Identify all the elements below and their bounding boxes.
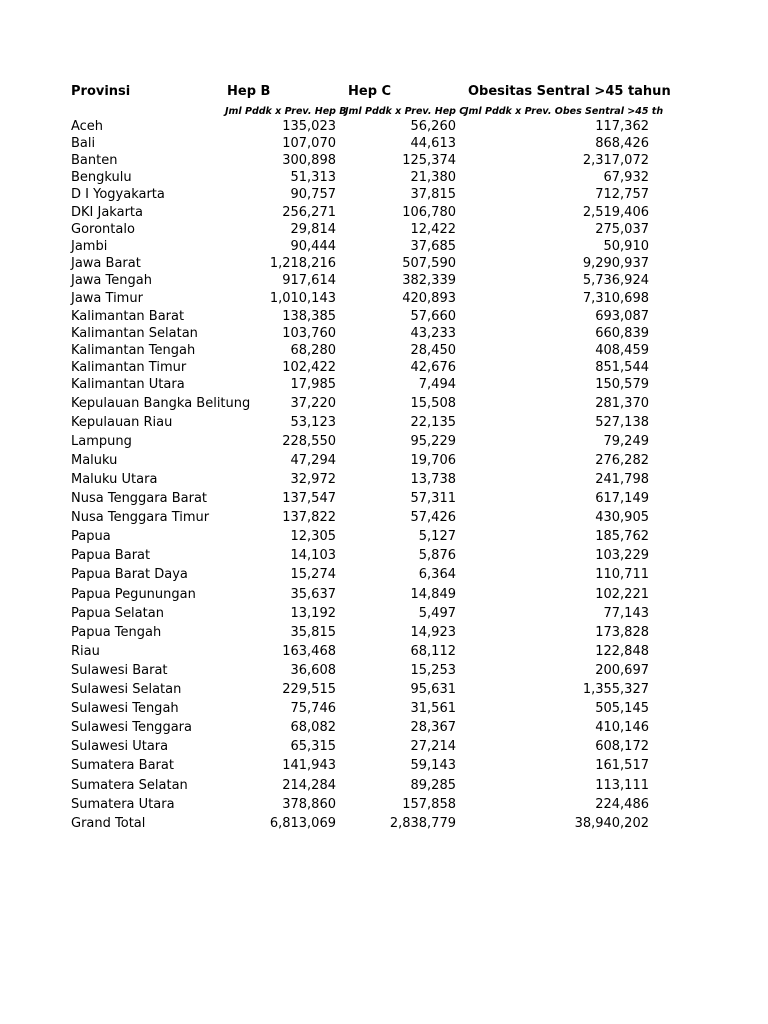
cell-hep-c: 15,508 (410, 396, 456, 411)
cell-hep-b: 37,220 (290, 396, 336, 411)
cell-obesitas: 185,762 (595, 529, 649, 544)
cell-hep-c: 37,815 (410, 187, 456, 202)
cell-hep-c: 95,631 (410, 682, 456, 697)
cell-hep-c: 19,706 (410, 453, 456, 468)
cell-obesitas: 200,697 (595, 663, 649, 678)
cell-provinsi: Jambi (71, 239, 108, 254)
cell-hep-c: 507,590 (402, 256, 456, 271)
cell-hep-b: 12,305 (290, 529, 336, 544)
cell-hep-c: 7,494 (418, 377, 456, 392)
cell-provinsi: Jawa Timur (71, 291, 143, 306)
cell-provinsi: Sulawesi Selatan (71, 682, 182, 697)
cell-hep-b: 917,614 (282, 273, 336, 288)
cell-hep-b: 256,271 (282, 205, 336, 220)
cell-provinsi: Lampung (71, 434, 132, 449)
cell-hep-c: 95,229 (410, 434, 456, 449)
cell-provinsi: Kalimantan Tengah (71, 343, 196, 358)
cell-obesitas: 1,355,327 (582, 682, 649, 697)
cell-hep-b: 229,515 (282, 682, 336, 697)
cell-provinsi: Sumatera Utara (71, 797, 175, 812)
cell-provinsi: Sumatera Selatan (71, 778, 188, 793)
cell-provinsi: Sulawesi Utara (71, 739, 169, 754)
cell-obesitas: 408,459 (595, 343, 649, 358)
cell-provinsi: Nusa Tenggara Timur (71, 510, 210, 525)
cell-hep-b: 135,023 (282, 119, 336, 134)
cell-hep-b: 138,385 (282, 309, 336, 324)
cell-hep-b: 68,082 (290, 720, 336, 735)
cell-obesitas: 50,910 (603, 239, 649, 254)
cell-hep-c: 14,923 (410, 625, 456, 640)
cell-provinsi: Papua Selatan (71, 606, 164, 621)
cell-obesitas: 224,486 (595, 797, 649, 812)
cell-hep-b: 103,760 (282, 326, 336, 341)
cell-hep-c: 57,660 (410, 309, 456, 324)
cell-hep-c: 28,450 (410, 343, 456, 358)
cell-obesitas: 505,145 (595, 701, 649, 716)
cell-obesitas: 281,370 (595, 396, 649, 411)
cell-hep-c: 157,858 (402, 797, 456, 812)
cell-provinsi: Kalimantan Selatan (71, 326, 198, 341)
cell-hep-b: 36,608 (290, 663, 336, 678)
header-obesitas: Obesitas Sentral >45 tahun (468, 84, 671, 99)
grand-total-cell-provinsi: Grand Total (71, 816, 146, 831)
cell-hep-c: 106,780 (402, 205, 456, 220)
grand-total-cell-obesitas: 38,940,202 (574, 816, 649, 831)
cell-obesitas: 79,249 (603, 434, 649, 449)
cell-hep-c: 21,380 (410, 170, 456, 185)
cell-hep-c: 59,143 (410, 758, 456, 773)
cell-hep-b: 1,010,143 (269, 291, 336, 306)
cell-provinsi: Aceh (71, 119, 104, 134)
cell-provinsi: Kalimantan Timur (71, 360, 187, 375)
cell-obesitas: 77,143 (603, 606, 649, 621)
cell-provinsi: DKI Jakarta (71, 205, 143, 220)
cell-obesitas: 102,221 (595, 587, 649, 602)
cell-hep-c: 22,135 (410, 415, 456, 430)
cell-provinsi: Banten (71, 153, 118, 168)
cell-obesitas: 851,544 (595, 360, 649, 375)
cell-obesitas: 2,317,072 (582, 153, 649, 168)
cell-provinsi: Nusa Tenggara Barat (71, 491, 208, 506)
cell-provinsi: Maluku Utara (71, 472, 158, 487)
cell-provinsi: Kalimantan Utara (71, 377, 185, 392)
cell-hep-b: 29,814 (290, 222, 336, 237)
cell-hep-c: 43,233 (410, 326, 456, 341)
cell-hep-b: 163,468 (282, 644, 336, 659)
cell-obesitas: 110,711 (595, 567, 649, 582)
cell-hep-b: 300,898 (282, 153, 336, 168)
cell-hep-c: 37,685 (410, 239, 456, 254)
cell-obesitas: 5,736,924 (582, 273, 649, 288)
grand-total-cell-hep-b: 6,813,069 (269, 816, 336, 831)
cell-hep-b: 53,123 (290, 415, 336, 430)
cell-hep-c: 5,127 (418, 529, 456, 544)
cell-hep-c: 125,374 (402, 153, 456, 168)
cell-hep-b: 102,422 (282, 360, 336, 375)
cell-hep-b: 35,637 (290, 587, 336, 602)
cell-obesitas: 241,798 (595, 472, 649, 487)
cell-provinsi: Papua Tengah (71, 625, 162, 640)
cell-provinsi: Sulawesi Tenggara (71, 720, 192, 735)
cell-obesitas: 693,087 (595, 309, 649, 324)
cell-hep-b: 65,315 (290, 739, 336, 754)
cell-hep-c: 28,367 (410, 720, 456, 735)
cell-provinsi: Sulawesi Tengah (71, 701, 179, 716)
cell-hep-c: 57,426 (410, 510, 456, 525)
cell-obesitas: 868,426 (595, 136, 649, 151)
cell-hep-b: 35,815 (290, 625, 336, 640)
cell-provinsi: D I Yogyakarta (71, 187, 165, 202)
cell-hep-b: 90,444 (290, 239, 336, 254)
subheader-obesitas: Jml Pddk x Prev. Obes Sentral >45 th (465, 106, 664, 117)
cell-obesitas: 9,290,937 (582, 256, 649, 271)
cell-provinsi: Gorontalo (71, 222, 135, 237)
cell-provinsi: Kepulauan Riau (71, 415, 173, 430)
cell-hep-b: 1,218,216 (269, 256, 336, 271)
cell-hep-b: 75,746 (290, 701, 336, 716)
cell-hep-c: 44,613 (410, 136, 456, 151)
cell-obesitas: 275,037 (595, 222, 649, 237)
cell-hep-b: 68,280 (290, 343, 336, 358)
cell-hep-c: 57,311 (410, 491, 456, 506)
cell-hep-b: 14,103 (290, 548, 336, 563)
cell-hep-b: 15,274 (290, 567, 336, 582)
cell-hep-c: 42,676 (410, 360, 456, 375)
cell-provinsi: Papua Barat Daya (71, 567, 188, 582)
cell-hep-c: 31,561 (410, 701, 456, 716)
cell-hep-c: 420,893 (402, 291, 456, 306)
cell-provinsi: Jawa Barat (71, 256, 141, 271)
cell-obesitas: 276,282 (595, 453, 649, 468)
cell-provinsi: Maluku (71, 453, 118, 468)
cell-provinsi: Jawa Tengah (71, 273, 152, 288)
cell-obesitas: 113,111 (595, 778, 649, 793)
cell-hep-c: 13,738 (410, 472, 456, 487)
cell-obesitas: 173,828 (595, 625, 649, 640)
cell-hep-b: 137,822 (282, 510, 336, 525)
cell-obesitas: 2,519,406 (582, 205, 649, 220)
cell-provinsi: Bengkulu (71, 170, 132, 185)
cell-hep-b: 13,192 (290, 606, 336, 621)
cell-obesitas: 617,149 (595, 491, 649, 506)
cell-hep-c: 5,876 (418, 548, 456, 563)
cell-obesitas: 712,757 (595, 187, 649, 202)
cell-hep-c: 6,364 (418, 567, 456, 582)
cell-hep-b: 51,313 (290, 170, 336, 185)
cell-hep-c: 5,497 (418, 606, 456, 621)
cell-hep-c: 56,260 (410, 119, 456, 134)
cell-hep-c: 382,339 (402, 273, 456, 288)
subheader-hep-c: Jml Pddk x Prev. Hep C (345, 106, 467, 117)
header-provinsi: Provinsi (71, 84, 131, 99)
cell-hep-b: 107,070 (282, 136, 336, 151)
subheader-hep-b: Jml Pddk x Prev. Hep B (225, 106, 347, 117)
cell-hep-c: 27,214 (410, 739, 456, 754)
cell-provinsi: Kalimantan Barat (71, 309, 185, 324)
cell-hep-c: 14,849 (410, 587, 456, 602)
cell-obesitas: 117,362 (595, 119, 649, 134)
cell-hep-b: 228,550 (282, 434, 336, 449)
cell-obesitas: 161,517 (595, 758, 649, 773)
cell-obesitas: 103,229 (595, 548, 649, 563)
cell-obesitas: 527,138 (595, 415, 649, 430)
cell-hep-b: 47,294 (290, 453, 336, 468)
cell-provinsi: Papua Pegunungan (71, 587, 196, 602)
cell-obesitas: 660,839 (595, 326, 649, 341)
cell-hep-c: 68,112 (410, 644, 456, 659)
cell-hep-b: 137,547 (282, 491, 336, 506)
cell-provinsi: Sumatera Barat (71, 758, 174, 773)
cell-obesitas: 122,848 (595, 644, 649, 659)
cell-hep-c: 89,285 (410, 778, 456, 793)
cell-obesitas: 7,310,698 (582, 291, 649, 306)
cell-provinsi: Riau (71, 644, 100, 659)
cell-provinsi: Kepulauan Bangka Belitung (71, 396, 251, 411)
cell-obesitas: 410,146 (595, 720, 649, 735)
cell-hep-c: 15,253 (410, 663, 456, 678)
cell-obesitas: 430,905 (595, 510, 649, 525)
cell-provinsi: Papua Barat (71, 548, 151, 563)
header-hep-b: Hep B (227, 84, 271, 99)
cell-hep-c: 12,422 (410, 222, 456, 237)
cell-provinsi: Papua (71, 529, 111, 544)
cell-hep-b: 17,985 (290, 377, 336, 392)
cell-hep-b: 90,757 (290, 187, 336, 202)
cell-hep-b: 32,972 (290, 472, 336, 487)
cell-obesitas: 150,579 (595, 377, 649, 392)
cell-hep-b: 141,943 (282, 758, 336, 773)
cell-provinsi: Sulawesi Barat (71, 663, 168, 678)
cell-hep-b: 378,860 (282, 797, 336, 812)
grand-total-cell-hep-c: 2,838,779 (389, 816, 456, 831)
cell-hep-b: 214,284 (282, 778, 336, 793)
cell-provinsi: Bali (71, 136, 96, 151)
header-hep-c: Hep C (348, 84, 392, 99)
cell-obesitas: 67,932 (603, 170, 649, 185)
cell-obesitas: 608,172 (595, 739, 649, 754)
